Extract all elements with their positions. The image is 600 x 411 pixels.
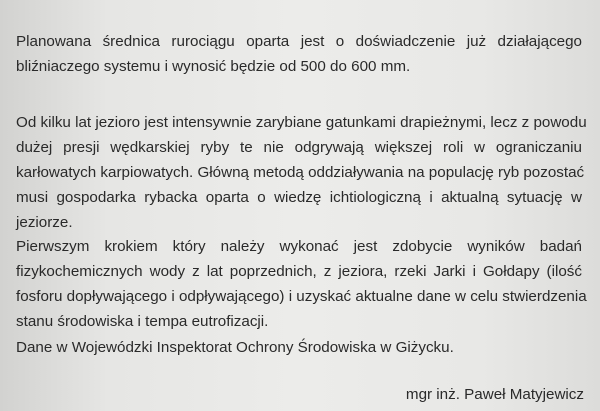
text-line: jeziorze. [16,214,73,231]
text-line: fizykochemicznych wody z lat poprzednich, z jeziora, rzeki Jarki i Gołdapy (ilość [16,263,582,280]
text-line: Od kilku lat jezioro jest intensywnie zarybiane gatunkami drapieżnymi, lecz z powodu [16,114,587,131]
text-line: Planowana średnica rurociągu oparta jest o doświadczenie już działającego [16,33,582,50]
text-line: stanu środowiska i tempa eutrofizacji. [16,313,269,330]
text-line: Pierwszym krokiem który należy wykonać jest zdobycie wyników badań [16,238,582,255]
text-line: fosforu dopływającego i odpływającego) i uzyskać aktualne dane w celu stwierdzenia [16,288,587,305]
text-line: musi gospodarka rybacka oparta o wiedzę ichtiologiczną i aktualną sytuację w [16,189,582,206]
text-line: karłowatych karpiowatych. Główną metodą oddziaływania na populację ryb pozostać [16,164,585,181]
text-line: dużej presji wędkarskiej ryby te nie odgrywają większej roli w ograniczaniu [16,139,582,156]
text-line: Dane w Wojewódzki Inspektorat Ochrony Środowiska w Giżycku. [16,339,454,356]
text-line: bliźniaczego systemu i wynosić będzie od 500 do 600 mm. [16,58,411,75]
signature: mgr inż. Paweł Matyjewicz [405,386,584,403]
